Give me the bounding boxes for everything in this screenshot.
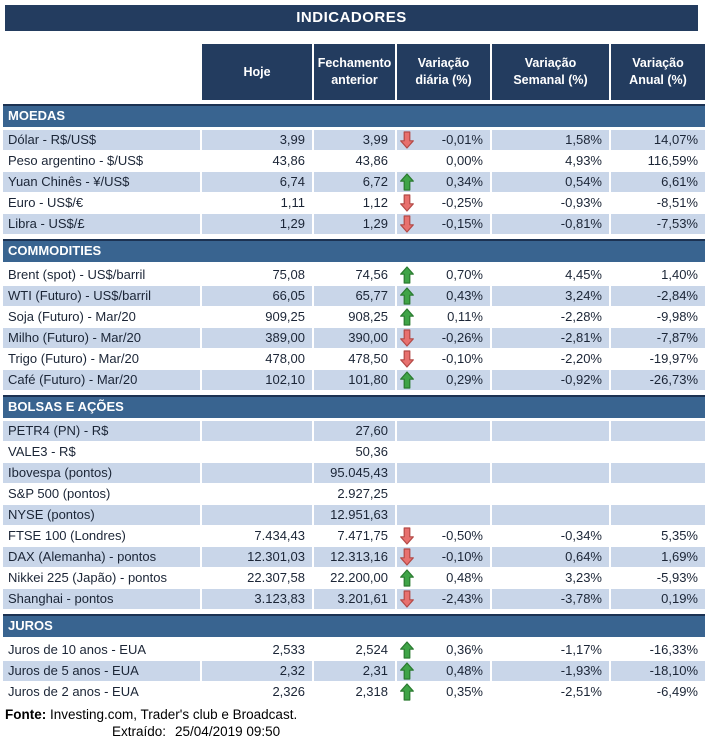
down-arrow-icon [400,329,415,348]
cell-hoje: 909,25 [265,309,305,324]
cell-variacao-semanal: -3,78% [492,589,609,609]
cell-variacao-semanal: 4,45% [565,267,602,282]
cell-fechamento-anterior: 12.313,16 [314,547,395,567]
variacao-diaria-value: 0,70% [446,267,483,282]
row-label: Peso argentino - $/US$ [8,153,144,168]
report-title: INDICADORES [5,5,698,31]
extracted-label: Extraído: [112,724,167,739]
cell-variacao-anual: -5,93% [656,570,698,585]
no-arrow [400,422,415,441]
cell-fechamento-anterior: 43,86 [355,153,388,168]
variacao-diaria-value: 0,48% [446,570,483,585]
cell-variacao-semanal: -0,93% [560,195,602,210]
cell-variacao-semanal: 3,23% [565,570,602,585]
cell-variacao-diaria [397,640,490,660]
row-label: Trigo (Futuro) - Mar/20 [8,351,139,366]
table-row [3,547,706,568]
row-label: Café (Futuro) - Mar/20 [3,370,200,390]
cell-variacao-semanal: -1,17% [560,642,602,657]
cell-variacao-anual: 6,61% [611,172,705,192]
variacao-diaria-value: -0,26% [441,330,483,345]
cell-fechamento-anterior: 2,318 [355,684,388,699]
cell-variacao-diaria [397,568,490,588]
cell-fechamento-anterior: 74,56 [355,267,388,282]
row-label: DAX (Alemanha) - pontos [3,547,200,567]
table-row [3,130,706,151]
cell-hoje: 43,86 [272,153,305,168]
cell-fechamento-anterior: 908,25 [348,309,388,324]
cell-variacao-anual [611,421,705,441]
cell-variacao-anual: 14,07% [611,130,705,150]
cell-fechamento-anterior: 478,50 [348,351,388,366]
cell-variacao-anual: -7,53% [611,214,705,234]
cell-fechamento-anterior: 2,524 [355,642,388,657]
cell-fechamento-anterior: 390,00 [314,328,395,348]
variacao-diaria-value: 0,34% [446,174,483,189]
table-row [3,151,706,172]
variacao-diaria-value: -0,25% [441,195,483,210]
section-header: JUROS [3,614,705,637]
variacao-diaria-value: -0,10% [441,351,483,366]
cell-variacao-semanal: -2,81% [492,328,609,348]
cell-variacao-anual: -7,87% [611,328,705,348]
column-header-variacao-anual: Variação Anual (%) [611,44,705,100]
cell-variacao-diaria [397,661,490,681]
cell-hoje: 2,326 [272,684,305,699]
cell-hoje [202,484,312,504]
cell-fechamento-anterior: 95.045,43 [314,463,395,483]
variacao-diaria-value: -0,15% [441,216,483,231]
extracted-line [5,723,706,740]
row-label: Milho (Futuro) - Mar/20 [3,328,200,348]
cell-hoje: 1,11 [280,195,305,210]
cell-hoje [202,463,312,483]
cell-fechamento-anterior: 50,36 [355,444,388,459]
cell-variacao-diaria [397,463,490,483]
cell-variacao-diaria [397,526,490,546]
cell-variacao-anual: -26,73% [611,370,705,390]
cell-variacao-anual [611,463,705,483]
cell-variacao-diaria [397,505,490,525]
cell-variacao-semanal: -1,93% [492,661,609,681]
down-arrow-icon [400,527,415,546]
table-row [3,568,706,589]
row-label: Soja (Futuro) - Mar/20 [8,309,136,324]
cell-fechamento-anterior: 1,29 [314,214,395,234]
column-header-fechamento: Fechamento anterior [314,44,395,100]
row-label: Juros de 10 anos - EUA [8,642,147,657]
variacao-diaria-value: 0,36% [446,642,483,657]
row-label: NYSE (pontos) [3,505,200,525]
cell-variacao-anual [611,484,705,504]
up-arrow-icon [400,287,415,306]
up-arrow-icon [400,308,415,327]
cell-fechamento-anterior: 3,99 [314,130,395,150]
row-label: FTSE 100 (Londres) [8,528,126,543]
cell-variacao-diaria [397,286,490,306]
cell-variacao-diaria [397,193,490,213]
cell-hoje: 3,99 [202,130,312,150]
variacao-diaria-value: 0,43% [446,288,483,303]
cell-variacao-semanal: 0,54% [492,172,609,192]
row-label: Dólar - R$/US$ [3,130,200,150]
cell-variacao-semanal [492,463,609,483]
down-arrow-icon [400,215,415,234]
table-row [3,265,706,286]
cell-variacao-diaria [397,172,490,192]
cell-variacao-diaria [397,421,490,441]
cell-hoje: 1,29 [202,214,312,234]
down-arrow-icon [400,548,415,567]
cell-hoje: 389,00 [202,328,312,348]
up-arrow-icon [400,641,415,660]
row-label: PETR4 (PN) - R$ [3,421,200,441]
cell-variacao-semanal: -0,34% [560,528,602,543]
table-row [3,442,706,463]
cell-hoje: 75,08 [272,267,305,282]
cell-hoje: 66,05 [202,286,312,306]
cell-fechamento-anterior: 2,31 [314,661,395,681]
no-arrow [400,464,415,483]
cell-variacao-anual: -19,97% [649,351,698,366]
up-arrow-icon [400,662,415,681]
indicadores-report [0,5,706,739]
down-arrow-icon [400,590,415,609]
cell-fechamento-anterior: 101,80 [314,370,395,390]
section-header: BOLSAS E AÇÕES [3,395,705,418]
cell-hoje: 22.307,58 [247,570,305,585]
variacao-diaria-value: 0,00% [446,153,483,168]
table-row [3,589,706,610]
row-label: Shanghai - pontos [3,589,200,609]
cell-fechamento-anterior: 27,60 [314,421,395,441]
cell-variacao-anual: -2,84% [611,286,705,306]
extracted-timestamp: 25/04/2019 09:50 [175,724,281,739]
up-arrow-icon [400,173,415,192]
cell-variacao-semanal: -2,51% [560,684,602,699]
cell-variacao-anual: -9,98% [656,309,698,324]
variacao-diaria-value: 0,29% [446,372,483,387]
section-header: COMMODITIES [3,239,705,262]
row-label: VALE3 - R$ [8,444,76,459]
cell-hoje: 2,533 [272,642,305,657]
cell-variacao-semanal: -2,28% [560,309,602,324]
down-arrow-icon [400,131,415,150]
variacao-diaria-value: -0,50% [441,528,483,543]
cell-fechamento-anterior: 22.200,00 [330,570,388,585]
row-label: Juros de 5 anos - EUA [3,661,200,681]
down-arrow-icon [400,194,415,213]
table-row [3,505,706,526]
cell-variacao-diaria [397,589,490,609]
cell-variacao-semanal [492,421,609,441]
report-footer [5,706,706,740]
cell-fechamento-anterior: 65,77 [314,286,395,306]
cell-variacao-anual [611,505,705,525]
table-row [3,328,706,349]
no-arrow [400,443,415,462]
row-label: Ibovespa (pontos) [3,463,200,483]
cell-fechamento-anterior: 12.951,63 [314,505,395,525]
table-row [3,640,706,661]
cell-variacao-semanal [492,484,609,504]
source-text: Investing.com, Trader's club e Broadcast. [46,707,298,722]
up-arrow-icon [400,683,415,702]
table-row [3,370,706,391]
cell-hoje: 478,00 [265,351,305,366]
cell-variacao-anual: 116,59% [647,153,698,168]
up-arrow-icon [400,266,415,285]
cell-variacao-semanal: -0,92% [492,370,609,390]
down-arrow-icon [400,350,415,369]
table-row [3,193,706,214]
cell-variacao-diaria [397,214,490,234]
no-arrow [400,485,415,504]
cell-variacao-anual: -6,49% [656,684,698,699]
row-label: Euro - US$/€ [8,195,84,210]
cell-variacao-diaria [397,349,490,369]
table-row [3,214,706,235]
row-label: Yuan Chinês - ¥/US$ [3,172,200,192]
cell-fechamento-anterior: 2.927,25 [337,486,388,501]
up-arrow-icon [400,371,415,390]
cell-variacao-diaria [397,151,490,171]
cell-variacao-anual: -8,51% [656,195,698,210]
cell-hoje: 12.301,03 [202,547,312,567]
table-row [3,526,706,547]
column-header-row [3,44,706,100]
cell-variacao-semanal: -0,81% [492,214,609,234]
cell-variacao-anual: 0,19% [611,589,705,609]
column-header-variacao-semanal: Variação Semanal (%) [492,44,609,100]
cell-hoje [202,442,312,462]
cell-hoje: 102,10 [202,370,312,390]
cell-variacao-diaria [397,265,490,285]
cell-variacao-diaria [397,682,490,702]
column-header-hoje: Hoje [202,44,312,100]
cell-hoje: 3.123,83 [202,589,312,609]
row-label: Libra - US$/£ [3,214,200,234]
cell-variacao-semanal: 1,58% [492,130,609,150]
row-label: Juros de 2 anos - EUA [8,684,139,699]
cell-variacao-anual [611,442,705,462]
cell-variacao-diaria [397,130,490,150]
cell-variacao-anual: -18,10% [611,661,705,681]
row-label: S&P 500 (pontos) [8,486,111,501]
cell-fechamento-anterior: 7.471,75 [337,528,388,543]
variacao-diaria-value: 0,48% [446,663,483,678]
no-arrow [400,506,415,525]
cell-variacao-diaria [397,547,490,567]
cell-variacao-semanal [492,442,609,462]
cell-variacao-diaria [397,370,490,390]
section-header: MOEDAS [3,104,705,127]
table-row [3,661,706,682]
cell-fechamento-anterior: 1,12 [362,195,388,210]
table-row [3,421,706,442]
cell-hoje [202,421,312,441]
cell-variacao-semanal: 4,93% [565,153,602,168]
cell-fechamento-anterior: 6,72 [314,172,395,192]
table-row [3,307,706,328]
cell-variacao-diaria [397,484,490,504]
cell-variacao-anual: 1,69% [611,547,705,567]
source-line [5,706,706,723]
cell-variacao-diaria [397,442,490,462]
cell-variacao-diaria [397,328,490,348]
variacao-diaria-value: 0,35% [446,684,483,699]
indicator-table-body [0,104,706,703]
cell-variacao-anual: -16,33% [649,642,698,657]
source-label: Fonte: [5,707,47,722]
table-row [3,286,706,307]
table-row [3,484,706,505]
variacao-diaria-value: -2,43% [441,591,483,606]
cell-fechamento-anterior: 3.201,61 [314,589,395,609]
cell-variacao-semanal [492,505,609,525]
table-row [3,172,706,193]
table-row [3,349,706,370]
cell-variacao-semanal: -2,20% [560,351,602,366]
column-header-variacao-diaria: Variação diária (%) [397,44,490,100]
cell-hoje: 7.434,43 [254,528,305,543]
variacao-diaria-value: 0,11% [447,309,483,324]
cell-variacao-anual: 1,40% [661,267,698,282]
no-arrow [400,152,415,171]
cell-variacao-anual: 5,35% [661,528,698,543]
cell-variacao-semanal: 0,64% [492,547,609,567]
cell-hoje [202,505,312,525]
header-spacer [3,44,200,100]
variacao-diaria-value: -0,10% [441,549,483,564]
cell-variacao-semanal: 3,24% [492,286,609,306]
row-label: Brent (spot) - US$/barril [8,267,146,282]
cell-hoje: 6,74 [202,172,312,192]
up-arrow-icon [400,569,415,588]
row-label: WTI (Futuro) - US$/barril [3,286,200,306]
row-label: Nikkei 225 (Japão) - pontos [8,570,167,585]
cell-variacao-diaria [397,307,490,327]
table-row [3,682,706,703]
table-row [3,463,706,484]
variacao-diaria-value: -0,01% [441,132,483,147]
cell-hoje: 2,32 [202,661,312,681]
